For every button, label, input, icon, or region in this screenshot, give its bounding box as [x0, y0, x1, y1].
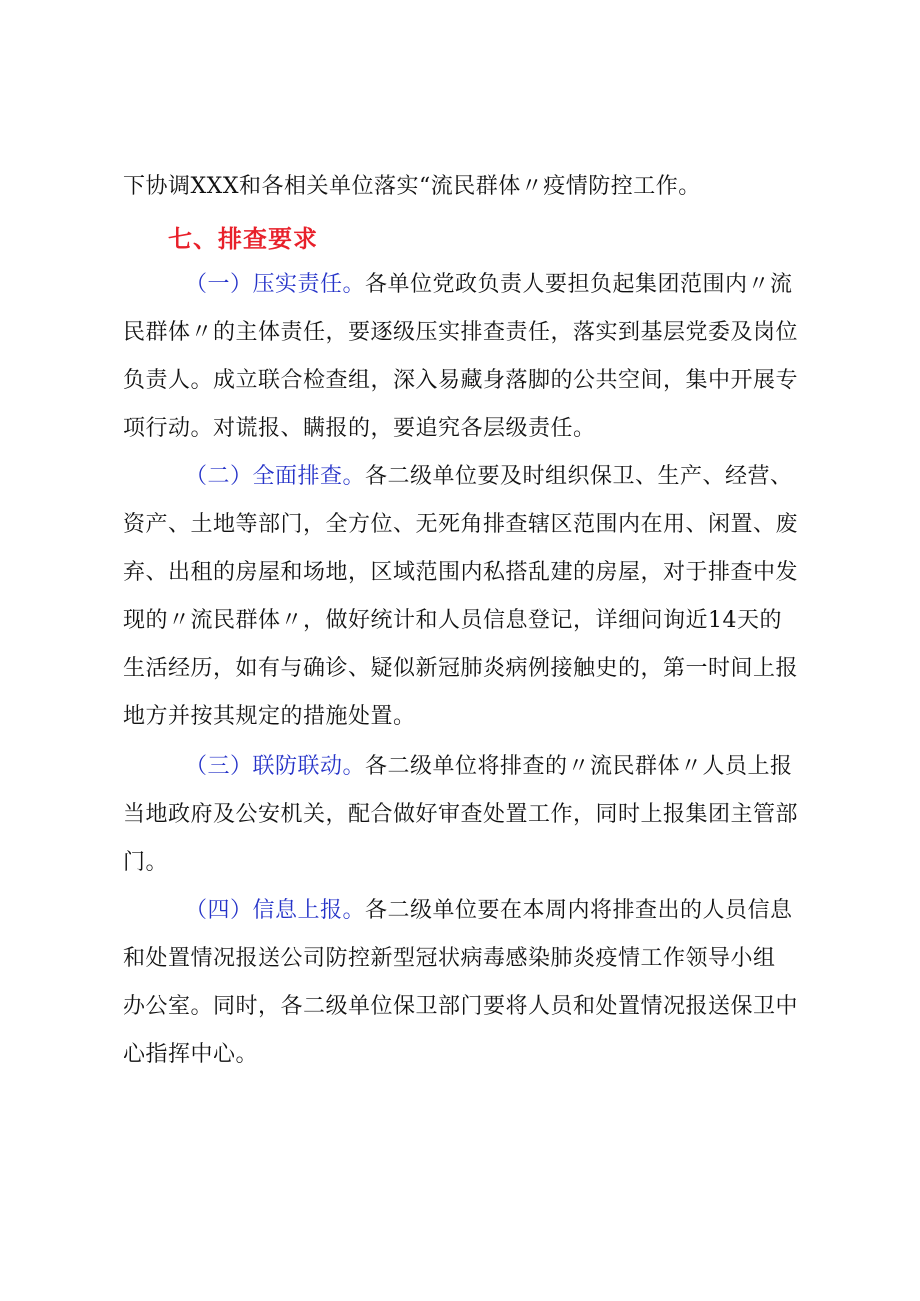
paragraph-1-line-4: 项行动。对谎报、瞒报的，要追究各层级责任。	[123, 416, 596, 441]
paragraph-4-line-2: 和处置情况报送公司防控新型冠状病毒感染肺炎疫情工作领导小组	[123, 946, 776, 971]
paragraph-1-line-1: 各单位党政负责人要担负起集团范围内〃流	[365, 272, 793, 297]
paragraph-4-line-4: 心指挥中心。	[123, 1042, 259, 1067]
paragraph-2-first-line	[185, 462, 825, 492]
paragraph-2-line-5: 生活经历，如有与确诊、疑似新冠肺炎病例接触史的，第一时间上报	[123, 656, 799, 681]
paragraph-3-line-1: 各二级单位将排查的〃流民群体〃人员上报	[365, 754, 793, 779]
paragraph-2-line-1: 各二级单位要及时组织保卫、生产、经营、	[365, 464, 793, 489]
paragraph-2-line-6: 地方并按其规定的措施处置。	[123, 704, 416, 729]
paragraph-3-line-2: 当地政府及公安机关，配合做好审查处置工作，同时上报集团主管部	[123, 802, 799, 827]
paragraph-2-line-4: 现的〃流民群体〃，做好统计和人员信息登记，详细问询近14天的	[123, 608, 782, 633]
paragraph-4-line-3: 办公室。同时，各二级单位保卫部门要将人员和处置情况报送保卫中	[123, 994, 799, 1019]
paragraph-2-line-3: 弃、出租的房屋和场地，区域范围内私搭乱建的房屋，对于排查中发	[123, 560, 799, 585]
section-heading: 七、排查要求	[168, 225, 318, 253]
intro-line: 下协调XXX和各相关单位落实“流民群体〃疫情防控工作。	[123, 174, 701, 199]
paragraph-1-label: （一）压实责任。	[185, 272, 366, 297]
paragraph-1-line-3: 负责人。成立联合检查组，深入易藏身落脚的公共空间，集中开展专	[123, 368, 799, 393]
paragraph-2-line-2: 资产、土地等部门，全方位、无死角排查辖区范围内在用、闲置、废	[123, 512, 799, 537]
paragraph-4-first-line	[185, 896, 825, 926]
paragraph-3-first-line	[185, 752, 825, 782]
paragraph-3-label: （三）联防联动。	[185, 754, 366, 779]
paragraph-1-line-2: 民群体〃的主体责任，要逐级压实排查责任，落实到基层党委及岗位	[123, 320, 799, 345]
paragraph-1-first-line	[185, 270, 825, 300]
paragraph-2-label: （二）全面排查。	[185, 464, 366, 489]
paragraph-4-label: （四）信息上报。	[185, 898, 366, 923]
paragraph-4-line-1: 各二级单位要在本周内将排查出的人员信息	[365, 898, 793, 923]
paragraph-3-line-3: 门。	[123, 850, 169, 875]
